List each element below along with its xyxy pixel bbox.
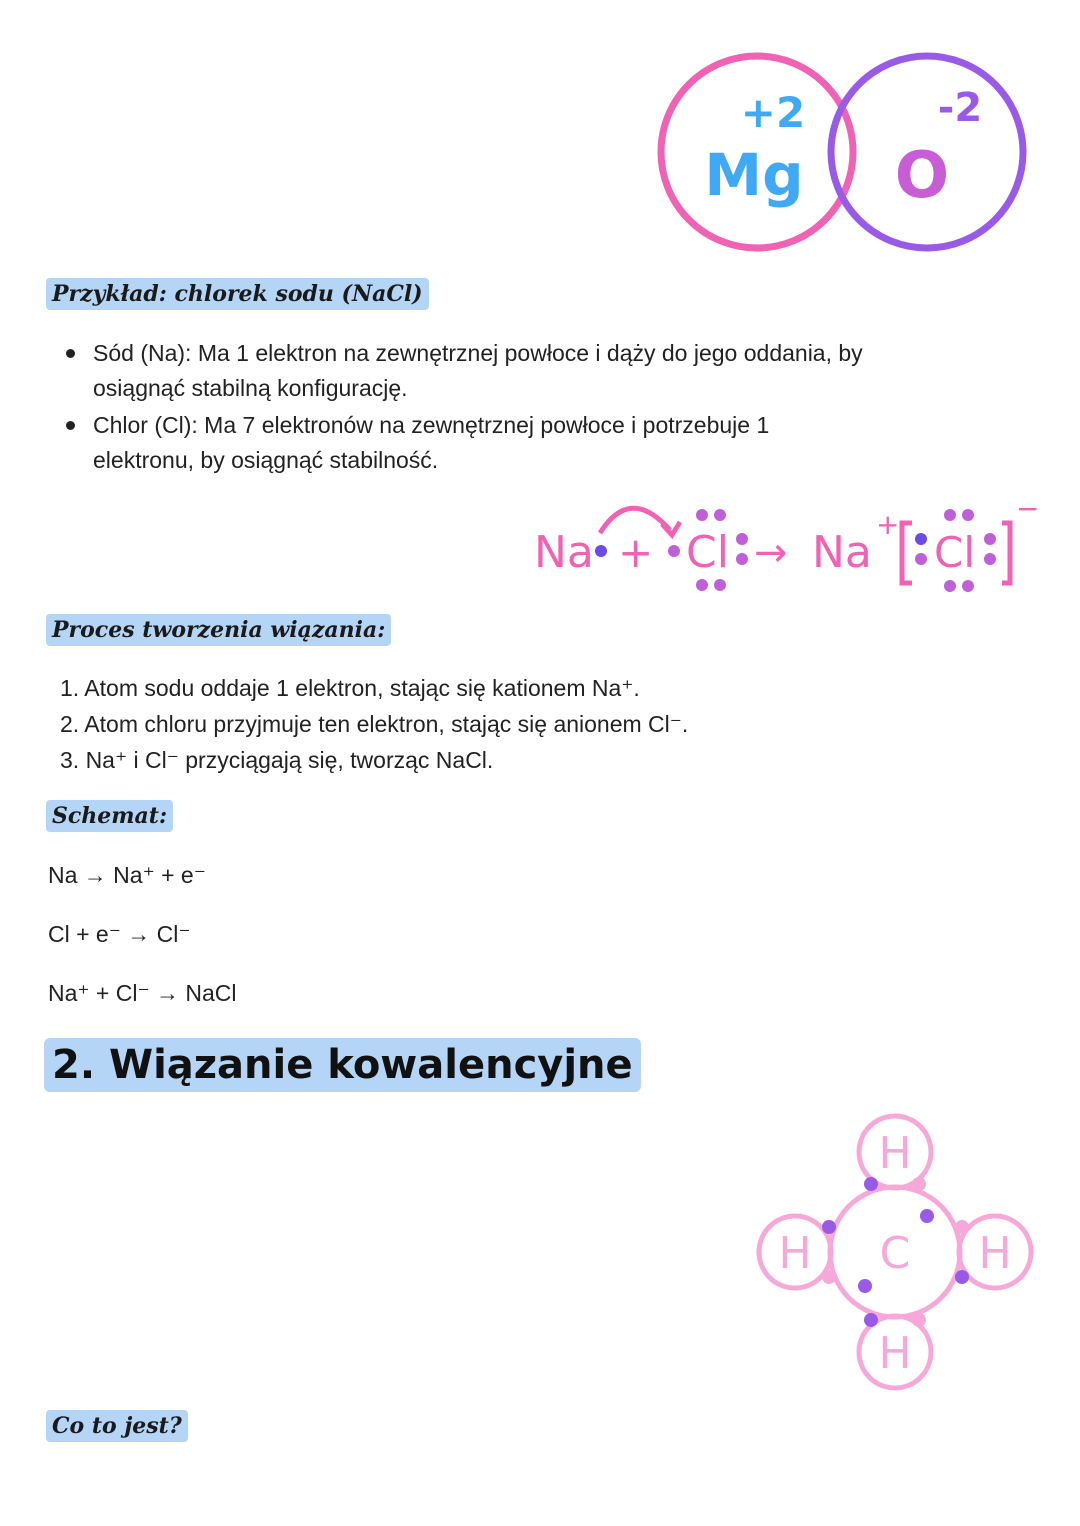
o-symbol: O (894, 139, 950, 213)
cl-symbol: Cl (686, 527, 729, 578)
cl-ion-charge: − (1016, 492, 1040, 525)
na-symbol: Na (534, 527, 594, 578)
bullet-icon (66, 349, 75, 358)
nacl-lewis-diagram (530, 490, 1050, 600)
methane-electron-diagram (755, 1112, 1035, 1392)
process-step-3: 3. Na⁺ i Cl⁻ przyciągają się, tworząc NaCl. (60, 747, 494, 773)
scheme-line-2: Cl + e⁻ → Cl⁻ (48, 921, 191, 947)
process-step-1: 1. Atom sodu oddaje 1 elektron, stając się kationem Na⁺. (60, 675, 640, 701)
scheme-line-1: Na → Na⁺ + e⁻ (48, 862, 206, 888)
mg-o-ionic-diagram (650, 45, 1040, 260)
bullet-chlorine-line2: elektronu, by osiągnąć stabilność. (93, 447, 439, 473)
mg-symbol: Mg (704, 141, 804, 209)
o-charge: -2 (937, 85, 983, 131)
bullet-chlorine-line1: Chlor (Cl): Ma 7 elektronów na zewnętrznej powłoce i potrzebuje 1 (93, 412, 770, 438)
example-heading: Przykład: chlorek sodu (NaCl) (46, 278, 429, 310)
carbon-symbol: C (879, 1228, 911, 1279)
mg-charge: +2 (740, 88, 806, 137)
process-heading: Proces tworzenia wiązania: (46, 614, 391, 646)
hydrogen-symbol-left: H (778, 1228, 812, 1279)
na-ion-symbol: Na (812, 527, 872, 578)
cl-ion-symbol: Cl (934, 528, 975, 577)
scheme-line-3: Na⁺ + Cl⁻ → NaCl (48, 980, 237, 1006)
scheme-heading: Schemat: (46, 800, 173, 832)
reaction-arrow: → (754, 530, 788, 576)
bullet-icon (66, 421, 75, 430)
plus-sign: + (618, 528, 654, 577)
bullet-sodium-line1: Sód (Na): Ma 1 elektron na zewnętrznej powłoce i dąży do jego oddania, by (93, 340, 863, 366)
covalent-section-heading: 2. Wiązanie kowalencyjne (44, 1038, 641, 1092)
what-is-heading: Co to jest? (46, 1410, 188, 1442)
hydrogen-symbol-top: H (878, 1128, 912, 1179)
hydrogen-symbol-bottom: H (878, 1328, 912, 1379)
bullet-sodium-line2: osiągnąć stabilną konfigurację. (93, 375, 408, 401)
na-ion-charge: + (876, 508, 900, 541)
hydrogen-symbol-right: H (978, 1228, 1012, 1279)
electron-dot (595, 545, 607, 557)
process-step-2: 2. Atom chloru przyjmuje ten elektron, stając się anionem Cl⁻. (60, 711, 689, 737)
